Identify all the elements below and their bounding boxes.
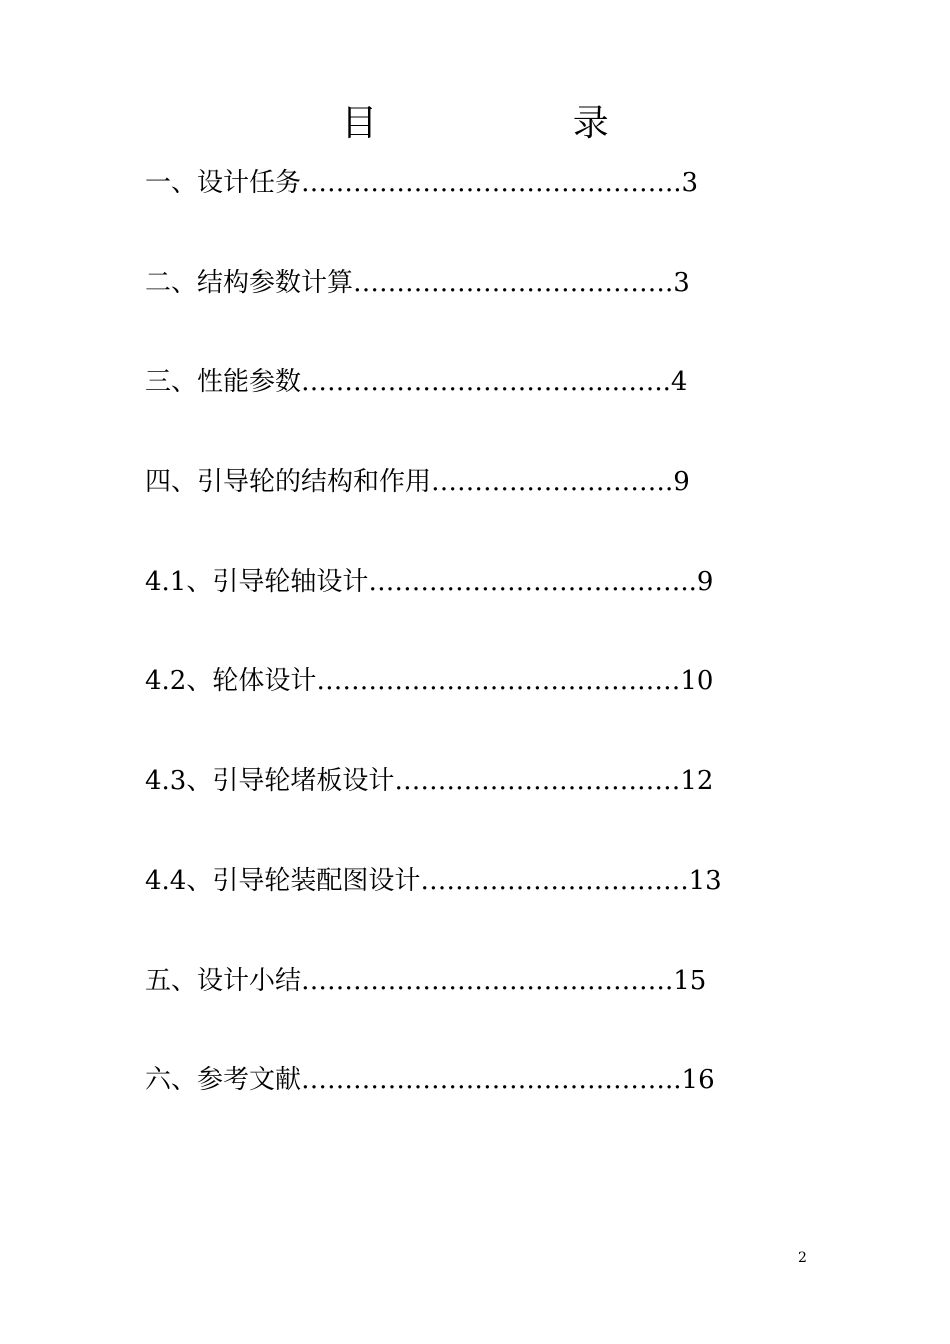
- toc-entry-3: 三、性能参数…………………………….....…..4: [145, 367, 688, 398]
- toc-entry-4: 四、引导轮的结构和作用……………………….9: [145, 467, 690, 498]
- toc-list: [145, 160, 722, 1157]
- page-number: 2: [798, 1250, 807, 1266]
- toc-entry-4-1: 4.1、引导轮轴设计………………………………..9: [145, 566, 714, 597]
- toc-entry-4-3: 4.3、引导轮堵板设计……………………………12: [145, 766, 714, 797]
- toc-entry-4-2: 4.2、轮体设计……………………………………10: [145, 666, 714, 697]
- toc-entry-6: 六、参考文献……………………………………..16: [145, 1065, 715, 1096]
- toc-entry-5: 五、设计小结…………………………………….15: [145, 965, 707, 996]
- toc-title: 目 录: [341, 103, 701, 144]
- toc-entry-1: 一、设计任务……………………………………..3: [145, 168, 699, 198]
- toc-entry-4-4: 4.4、引导轮装配图设计………………………….13: [145, 865, 722, 896]
- toc-entry-2: 二、结构参数计算……………………………….3: [145, 267, 690, 298]
